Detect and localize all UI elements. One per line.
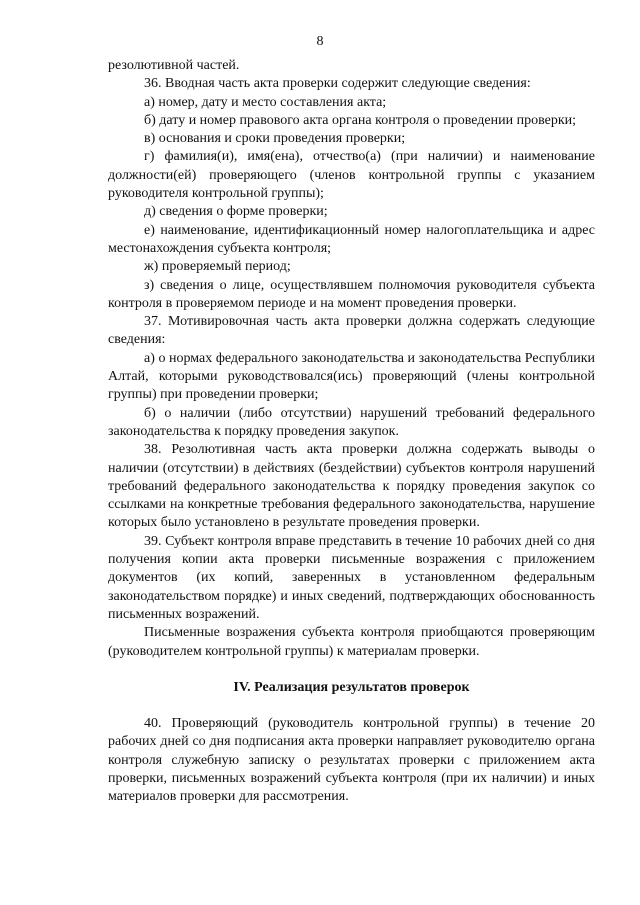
page-number: 8 xyxy=(316,34,324,49)
paragraph-continuation: резолютивной частей. xyxy=(108,58,240,73)
section-heading: IV. Реализация результатов проверок xyxy=(233,679,470,695)
paragraph-item-37b: б) о наличии (либо отсутствии) нарушений требований федерального законодательства к порядку проведения закупок. xyxy=(108,405,595,439)
paragraph-item-36v: в) основания и сроки проведения проверки; xyxy=(144,131,406,147)
paragraph-item-37: 37. Мотивировочная часть акта проверки должна содержать следующие сведения: xyxy=(108,314,595,348)
document-body xyxy=(108,57,595,807)
paragraph-item-37a: а) о нормах федерального законодательства и законодательства Республики Алтай, которыми руководствовался(ись) проверяющий (члены контрольной группы) при проведении проверки; xyxy=(108,350,595,403)
paragraph-written-objections: Письменные возражения субъекта контроля приобщаются проверяющим (руководителем контрольной группы) к материалам проверки. xyxy=(108,625,595,659)
paragraph-item-36zh: ж) проверяемый период; xyxy=(144,259,291,275)
paragraph-item-36e: е) наименование, идентификационный номер налогоплательщика и адрес местонахождения субъекта контроля; xyxy=(108,222,595,256)
paragraph-item-36b: б) дату и номер правового акта органа контроля о проведении проверки; xyxy=(144,112,577,128)
paragraph-item-40: 40. Проверяющий (руководитель контрольной группы) в течение 20 рабочих дней со дня подписания акта проверки направляет руководителю органа контроля служебную записку о результатах проверки с приложением акта проверки, письменных возражений субъекта контроля (при их наличии) и иных материалов проверки для рассмотрения. xyxy=(108,716,595,805)
paragraph-item-39: 39. Субъект контроля вправе представить в течение 10 рабочих дней со дня получения копии акта проверки письменные возражения с приложением документов (их копий, заверенных в установленном федеральным законодательством порядке) и иных сведений, подтверждающих обоснованность письменных возражений. xyxy=(108,533,595,622)
paragraph-item-36g: г) фамилия(и), имя(ена), отчество(а) (при наличии) и наименование должности(ей) проверяющего (членов контрольной группы с указанием руководителя контрольной группы); xyxy=(108,149,595,202)
paragraph-item-38: 38. Резолютивная часть акта проверки должна содержать выводы о наличии (отсутствии) в действиях (бездействии) субъектов контроля нарушений требований федерального законодательства к порядку проведения закупок со ссылками на конкретные требования федерального законодательства, нарушение которых было установлено в результате проведения проверки. xyxy=(108,442,595,531)
paragraph-item-36d: д) сведения о форме проверки; xyxy=(144,204,328,220)
paragraph-item-36a: а) номер, дату и место составления акта; xyxy=(144,94,387,110)
paragraph-item-36: 36. Вводная часть акта проверки содержит следующие сведения: xyxy=(144,76,531,92)
paragraph-item-36z: з) сведения о лице, осуществлявшем полномочия руководителя субъекта контроля в проверяемом периоде и на момент проведения проверки. xyxy=(108,277,595,311)
